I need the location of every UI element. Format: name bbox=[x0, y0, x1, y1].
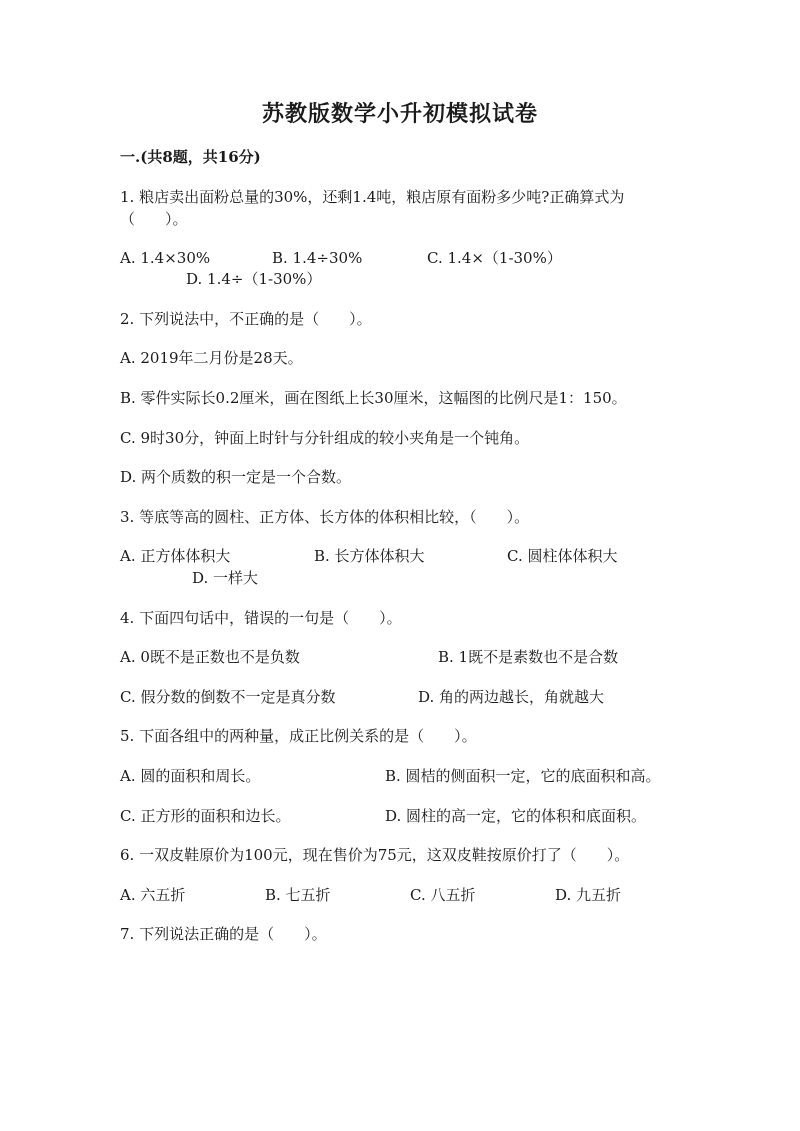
question-3-option-d: D. 一样大 bbox=[192, 569, 259, 587]
question-6-option-c: C. 八五折 bbox=[410, 886, 476, 904]
question-5-option-c: C. 正方形的面积和边长。 bbox=[120, 807, 291, 825]
question-3-option-b: B. 长方体体积大 bbox=[314, 547, 425, 565]
question-7-stem: 7. 下列说法正确的是（ ）。 bbox=[120, 925, 327, 943]
question-6-stem: 6. 一双皮鞋原价为100元，现在售价为75元，这双皮鞋按原价打了（ ）。 bbox=[120, 846, 630, 864]
question-1-stem-line2: （ ）。 bbox=[120, 210, 188, 228]
question-5-option-d: D. 圆柱的高一定，它的体积和底面积。 bbox=[385, 807, 647, 825]
question-4-stem: 4. 下面四句话中，错误的一句是（ ）。 bbox=[120, 609, 402, 627]
question-6-option-a: A. 六五折 bbox=[120, 886, 186, 904]
question-4-option-b: B. 1既不是素数也不是合数 bbox=[438, 648, 619, 666]
section-heading: 一.(共8题，共16分) bbox=[120, 148, 261, 166]
question-4-option-c: C. 假分数的倒数不一定是真分数 bbox=[120, 688, 336, 706]
question-4-option-a: A. 0既不是正数也不是负数 bbox=[120, 648, 300, 666]
question-1-stem-line1: 1. 粮店卖出面粉总量的30%，还剩1.4吨，粮店原有面粉多少吨?正确算式为 bbox=[120, 188, 625, 206]
question-1-option-a: A. 1.4×30% bbox=[120, 249, 211, 267]
question-6-option-d: D. 九五折 bbox=[555, 886, 622, 904]
question-3-stem: 3. 等底等高的圆柱、正方体、长方体的体积相比较，（ ）。 bbox=[120, 508, 530, 526]
question-2-stem: 2. 下列说法中，不正确的是（ ）。 bbox=[120, 310, 372, 328]
question-2-option-c: C. 9时30分，钟面上时针与分针组成的较小夹角是一个钝角。 bbox=[120, 429, 530, 447]
question-4-option-d: D. 角的两边越长，角就越大 bbox=[418, 688, 605, 706]
page-title: 苏教版数学小升初模拟试卷 bbox=[261, 101, 538, 127]
question-2-option-b: B. 零件实际长0.2厘米，画在图纸上长30厘米，这幅图的比例尺是1：150。 bbox=[120, 389, 627, 407]
question-1-option-b: B. 1.4÷30% bbox=[272, 249, 363, 267]
question-1-option-d: D. 1.4÷（1-30%） bbox=[186, 270, 322, 288]
question-1-option-c: C. 1.4×（1-30%） bbox=[427, 249, 562, 267]
question-5-option-b: B. 圆桔的侧面积一定，它的底面积和高。 bbox=[385, 767, 661, 785]
question-3-option-c: C. 圆柱体体积大 bbox=[507, 547, 618, 565]
question-5-option-a: A. 圆的面积和周长。 bbox=[120, 767, 261, 785]
question-3-option-a: A. 正方体体积大 bbox=[120, 547, 231, 565]
question-5-stem: 5. 下面各组中的两种量，成正比例关系的是（ ）。 bbox=[120, 727, 477, 745]
question-2-option-d: D. 两个质数的积一定是一个合数。 bbox=[120, 468, 352, 486]
question-6-option-b: B. 七五折 bbox=[265, 886, 331, 904]
question-2-option-a: A. 2019年二月份是28天。 bbox=[120, 349, 303, 367]
